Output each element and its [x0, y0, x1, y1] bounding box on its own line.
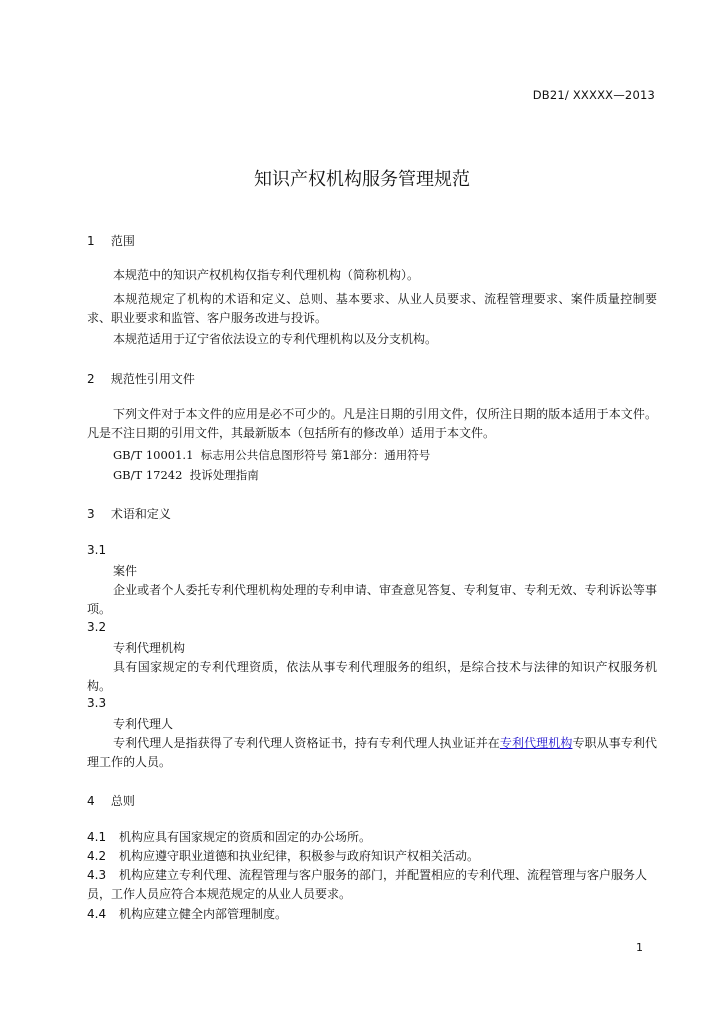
clause-text: 机构应遵守职业道德和执业纪律，积极参与政府知识产权相关活动。 — [119, 849, 480, 863]
clause-text: 机构应具有国家规定的资质和固定的办公场所。 — [119, 830, 372, 844]
clause-number: 4.4 — [87, 907, 107, 921]
term-name: 案件 — [113, 564, 138, 578]
page-number: 1 — [636, 941, 643, 954]
section-number: 3 — [87, 507, 95, 521]
clause-number: 4.2 — [87, 849, 107, 863]
definition-text: 专利代理人是指获得了专利代理人资格证书，持有专利代理人执业证并在 — [113, 736, 500, 750]
reference-title: 投诉处理指南 — [189, 468, 259, 482]
clause — [87, 828, 371, 845]
section-title: 术语和定义 — [110, 507, 171, 521]
section-2-paragraph-1: 下列文件对于本文件的应用是必不可少的。凡是注日期的引用文件，仅所注日期的版本适用于本文件。凡是不注日期的引用文件，其最新版本（包括所有的修改单）适用于本文件。 — [87, 407, 657, 440]
term-name: 专利代理机构 — [113, 641, 186, 655]
term-definition: 具有国家规定的专利代理资质，依法从事专利代理服务的组织，是综合技术与法律的知识产权服务机构。 — [87, 660, 657, 693]
term-name: 专利代理人 — [113, 717, 174, 731]
clause — [87, 905, 287, 922]
section-title: 规范性引用文件 — [110, 372, 195, 386]
reference-code: GB/T 10001.1 — [113, 448, 194, 462]
term-number: 3.2 — [87, 620, 107, 634]
term-number: 3.3 — [87, 696, 107, 710]
section-2-heading — [87, 370, 195, 387]
clause — [87, 847, 479, 864]
section-1-paragraph-2: 本规范规定了机构的术语和定义、总则、基本要求、从业人员要求、流程管理要求、案件质量控制要求、职业要求和监管、客户服务改进与投诉。 — [87, 292, 657, 325]
clause-number: 4.3 — [87, 868, 107, 882]
term-number: 3.1 — [87, 543, 107, 557]
clause — [87, 866, 657, 904]
section-number: 4 — [87, 794, 95, 808]
section-title: 范围 — [110, 234, 135, 248]
section-1-paragraph-3: 本规范适用于辽宁省依法设立的专利代理机构以及分支机构。 — [113, 332, 438, 346]
term-definition: 企业或者个人委托专利代理机构处理的专利申请、审查意见答复、专利复审、专利无效、专利诉讼等事项。 — [87, 583, 657, 616]
section-number: 1 — [87, 234, 95, 248]
section-title: 总则 — [110, 794, 135, 808]
standard-code: DB21/ XXXXX—2013 — [532, 88, 655, 102]
reference-code: GB/T 17242 — [113, 468, 183, 482]
section-1-paragraph-1: 本规范中的知识产权机构仅指专利代理机构（简称机构）。 — [113, 268, 420, 282]
reference-title: 标志用公共信息图形符号 第1部分：通用符号 — [200, 448, 431, 462]
section-number: 2 — [87, 372, 95, 386]
normative-reference — [113, 447, 430, 463]
normative-reference — [113, 467, 259, 483]
term-definition — [87, 734, 657, 772]
page-title: 知识产权机构服务管理规范 — [254, 169, 470, 190]
clause-number: 4.1 — [87, 830, 107, 844]
clause-text: 机构应建立健全内部管理制度。 — [119, 907, 288, 921]
definition-text: 专职从事专利代理工作的人员。 — [87, 736, 657, 769]
patent-agency-link[interactable]: 专利代理机构 — [499, 736, 573, 750]
clause-text: 机构应建立专利代理、流程管理与客户服务的部门，并配置相应的专利代理、流程管理与客户服务人员，工作人员应符合本规范规定的从业人员要求。 — [87, 868, 648, 901]
section-3-heading — [87, 505, 171, 522]
section-4-heading — [87, 792, 135, 809]
section-1-heading — [87, 232, 135, 249]
